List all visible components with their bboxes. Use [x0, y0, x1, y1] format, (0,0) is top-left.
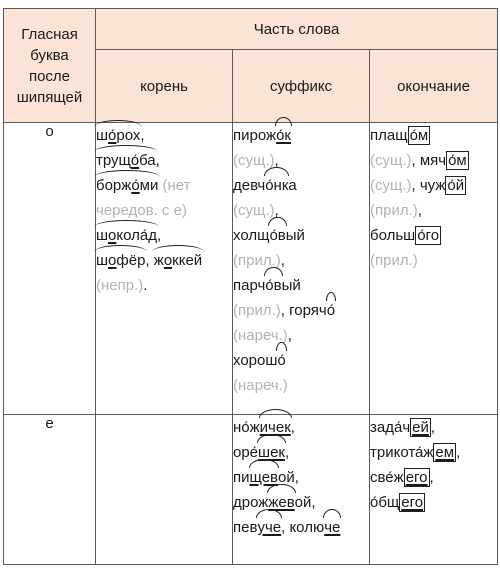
- suffix-cell: пирожо́к (сущ.), девчо́нка (сущ.), холщо́вый (прил.), парчо́вый (прил.), горячо́ (нареч.), хорошо́ (нареч.): [233, 123, 370, 415]
- suffix-mark: о́: [277, 348, 285, 373]
- root-mark: шофёр: [96, 248, 145, 273]
- ending-box: о́го: [417, 227, 440, 244]
- ending-box: о́м: [448, 152, 467, 169]
- note: (прил.): [370, 202, 418, 219]
- header-root: корень: [96, 50, 233, 123]
- word: оре́шек,: [233, 444, 289, 461]
- vowel-cell: о: [4, 123, 96, 415]
- vowel-cell: е: [4, 415, 96, 565]
- suffix-mark: че: [324, 515, 340, 540]
- word: чуж о́й: [419, 177, 465, 194]
- suffix-mark: о́в: [265, 273, 281, 298]
- word: дрожжевой,: [233, 494, 316, 511]
- word: хорошо́: [233, 352, 286, 369]
- root-cell: [96, 415, 233, 565]
- note: (прил.): [233, 302, 281, 319]
- root-mark: шо́рох: [96, 123, 140, 148]
- word: [154, 252, 202, 269]
- ending-box: ей: [412, 419, 429, 436]
- header-ending: окончание: [370, 50, 498, 123]
- ending-cell: плащ о́м (сущ.), мяч о́м (сущ.), чуж о́й (прил.), больш о́го (прил.): [370, 123, 498, 415]
- word: шофёр,: [96, 252, 150, 269]
- root-mark: трущо́ба: [96, 148, 156, 173]
- header-vowel-line: буква: [30, 46, 69, 64]
- root-mark: шокола́д: [96, 223, 157, 248]
- note: (нареч.): [233, 327, 288, 344]
- ending-cell: [370, 415, 498, 565]
- root-mark: жоккей: [154, 248, 202, 273]
- suffix-mark: о́: [327, 298, 335, 323]
- header-word-part: Часть слова: [96, 9, 498, 50]
- note: (нет чередов. с е): [96, 177, 191, 219]
- note: (прил.): [370, 252, 418, 269]
- header-suffix: суффикс: [233, 50, 370, 123]
- word: мяч о́м: [419, 152, 467, 169]
- ending-box: ем: [435, 444, 455, 461]
- suffix-mark: щев: [250, 465, 278, 490]
- word: больш о́го: [370, 227, 440, 244]
- note: (сущ.): [233, 202, 275, 219]
- word: колюче: [289, 519, 340, 536]
- word: [96, 177, 158, 194]
- word: шокола́д,: [96, 227, 161, 244]
- word: певуче,: [233, 519, 285, 536]
- suffix-mark: о́к: [276, 123, 291, 148]
- ending-box: его: [405, 469, 428, 486]
- root-cell: шо́рох, трущо́ба, боржо́ми (нет чередов. с е) шокола́д, шофёр, жоккей (непр.).: [96, 123, 233, 415]
- suffix-cell: [233, 415, 370, 565]
- word: пищевой,: [233, 469, 299, 486]
- word: девчо́нка: [233, 177, 297, 194]
- suffix-mark: уче: [257, 515, 281, 540]
- word: парчо́вый: [233, 277, 301, 294]
- note: (сущ.): [370, 152, 412, 169]
- word: о́бщ его: [370, 494, 424, 511]
- header-vowel-line: Гласная: [21, 25, 78, 43]
- ending-box: его: [401, 494, 424, 511]
- suffix-mark: жев: [268, 490, 294, 515]
- ending-box: о́й: [447, 177, 465, 194]
- note: (прил.): [233, 252, 281, 269]
- word: трикота́ж ем ,: [370, 444, 461, 461]
- ending-box: о́м: [409, 127, 429, 144]
- spelling-table: [3, 8, 498, 565]
- suffix-mark: ичек: [260, 415, 291, 440]
- note: (непр.): [96, 277, 144, 294]
- word: шо́рох,: [96, 127, 145, 144]
- header-vowel: [4, 9, 96, 123]
- word: горячо́: [289, 302, 335, 319]
- word: зада́ч ей ,: [370, 419, 436, 436]
- word: све́ж его ,: [370, 469, 434, 486]
- word: но́жичек,: [233, 419, 295, 436]
- word: трущо́ба,: [96, 152, 160, 169]
- header-vowel-line: шипящей: [16, 88, 83, 106]
- table-row: [4, 123, 498, 415]
- suffix-mark: о́в: [269, 223, 285, 248]
- note: (нареч.): [233, 377, 288, 394]
- table-row: [4, 415, 498, 565]
- word: пирожо́к: [233, 127, 291, 144]
- word: холщо́вый: [233, 227, 305, 244]
- note: (сущ.): [233, 152, 275, 169]
- note: (сущ.): [370, 177, 412, 194]
- suffix-mark: шек: [258, 440, 285, 465]
- root-mark: боржо́ми: [96, 173, 158, 198]
- word: плащ о́м: [370, 127, 429, 144]
- suffix-mark: о́нк: [265, 173, 288, 198]
- header-vowel-line: после: [28, 67, 71, 85]
